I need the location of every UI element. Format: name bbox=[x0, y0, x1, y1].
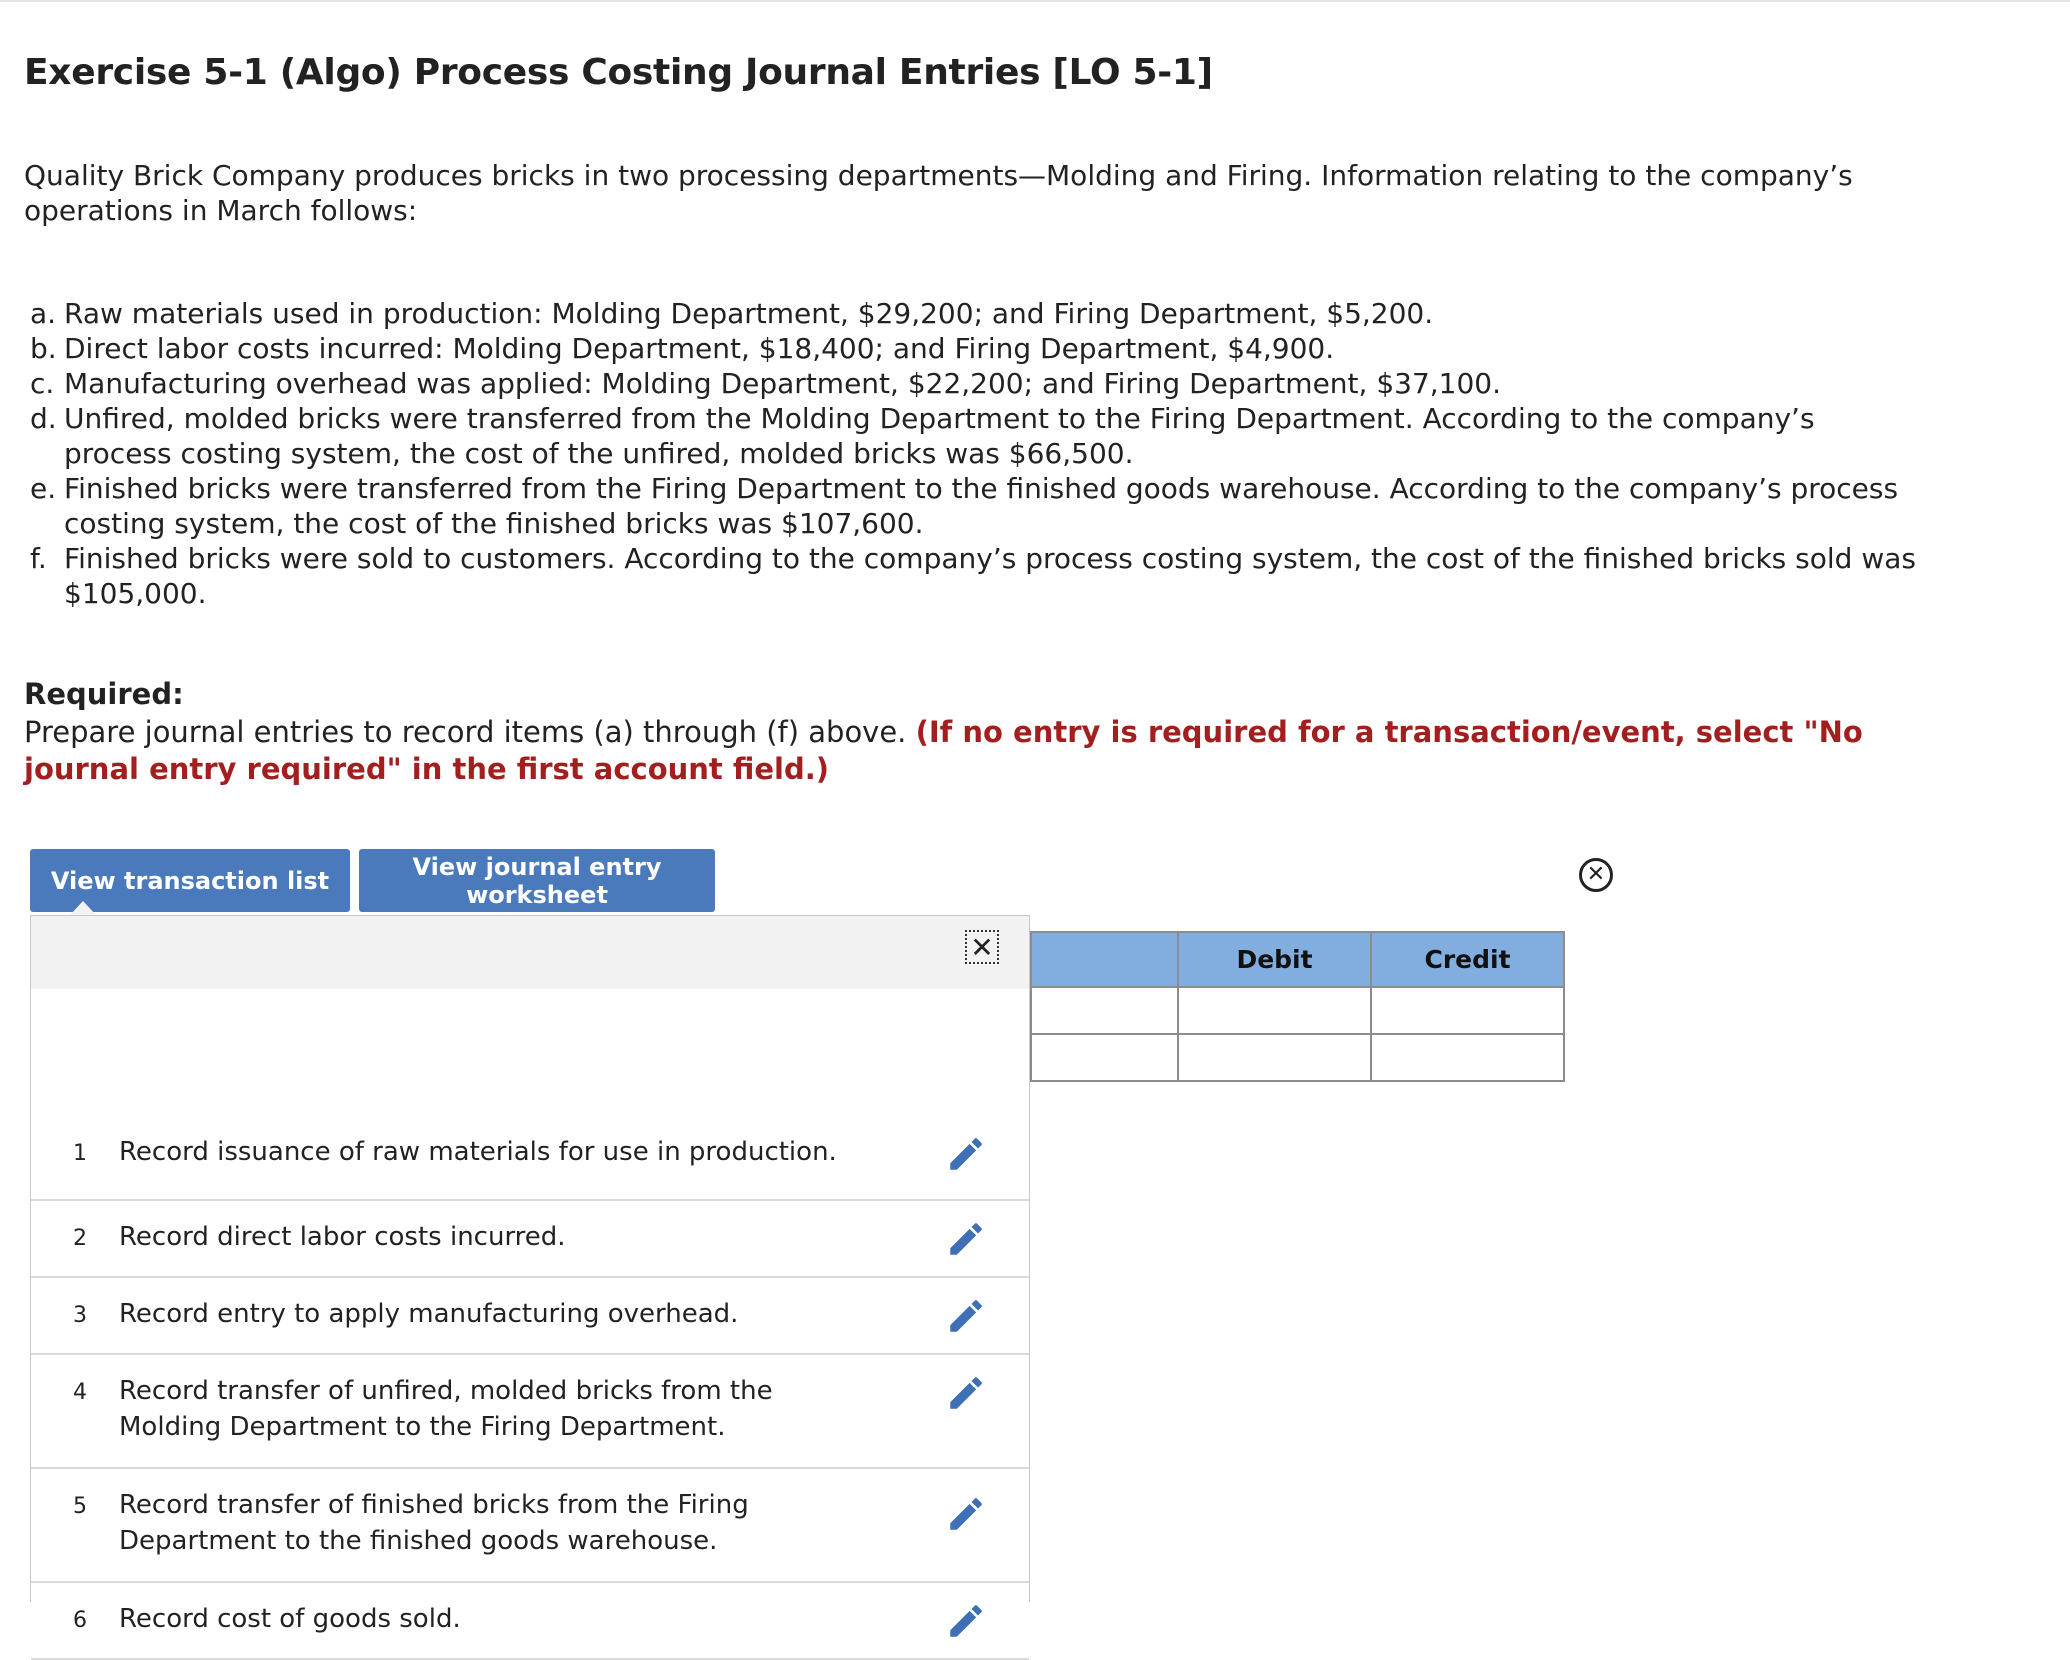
required-note: (If no entry is required for a transaction/event, select "No journal entry required" in the first account field.) bbox=[24, 715, 1863, 786]
transaction-number: 6 bbox=[73, 1608, 87, 1633]
account-column-header bbox=[1031, 932, 1178, 987]
transaction-description: Record transfer of finished bricks from the Firing Department to the finished goods warehouse. bbox=[119, 1490, 749, 1556]
close-x-icon[interactable]: ✕ bbox=[965, 930, 999, 964]
account-cell[interactable] bbox=[1031, 1034, 1178, 1081]
item-text: Finished bricks were sold to customers. According to the company’s process costing system, the cost of the finished bricks sold was $105,000. bbox=[64, 542, 1916, 610]
transaction-number: 2 bbox=[73, 1226, 87, 1251]
debit-cell[interactable] bbox=[1178, 1034, 1371, 1081]
credit-cell[interactable] bbox=[1371, 1034, 1564, 1081]
top-divider bbox=[0, 0, 2070, 2]
journal-entry-table bbox=[1030, 931, 1565, 1082]
debit-column-header: Debit bbox=[1178, 932, 1371, 987]
item-text: Finished bricks were transferred from the Firing Department to the finished goods warehouse. According to the company’s process costing system, the cost of the finished bricks was $107,600. bbox=[64, 472, 1899, 540]
item-f: f. Finished bricks were sold to customers. According to the company’s process costing system, the cost of the finished bricks sold was $105,000. bbox=[30, 542, 1916, 610]
transaction-row[interactable] bbox=[31, 989, 1029, 1201]
transaction-items-list bbox=[30, 296, 1920, 611]
transaction-list-panel bbox=[30, 915, 1030, 1634]
intro-text: Quality Brick Company produces bricks in two processing departments—Molding and Firing. Information relating to the company’s operations in March follows: bbox=[24, 159, 1853, 227]
credit-cell[interactable] bbox=[1371, 987, 1564, 1034]
transaction-description: Record issuance of raw materials for use in production. bbox=[119, 1137, 837, 1167]
transaction-number: 5 bbox=[73, 1494, 87, 1519]
journal-row bbox=[1031, 987, 1564, 1034]
tab-pointer-caret bbox=[70, 901, 96, 915]
pencil-icon[interactable] bbox=[945, 1493, 987, 1535]
journal-header-row bbox=[1031, 932, 1564, 987]
transaction-description: Record transfer of unfired, molded bricks from the Molding Department to the Firing Department. bbox=[119, 1376, 773, 1442]
transaction-row[interactable] bbox=[31, 1355, 1029, 1469]
item-text: Manufacturing overhead was applied: Molding Department, $22,200; and Firing Department, $37,100. bbox=[64, 367, 1502, 400]
view-transaction-list-button[interactable]: View transaction list bbox=[30, 849, 350, 912]
pencil-icon[interactable] bbox=[945, 1133, 987, 1175]
transaction-row[interactable] bbox=[31, 1201, 1029, 1278]
item-a: a. Raw materials used in production: Molding Department, $29,200; and Firing Department, $5,200. bbox=[30, 297, 1434, 330]
transaction-description: Record cost of goods sold. bbox=[119, 1604, 461, 1634]
pencil-icon[interactable] bbox=[945, 1295, 987, 1337]
item-text: Direct labor costs incurred: Molding Department, $18,400; and Firing Department, $4,900. bbox=[64, 332, 1335, 365]
transaction-number: 1 bbox=[73, 1141, 87, 1166]
panel-header bbox=[31, 916, 1029, 989]
transaction-row[interactable] bbox=[31, 1469, 1029, 1583]
transaction-row[interactable] bbox=[31, 1278, 1029, 1355]
item-b: b. Direct labor costs incurred: Molding Department, $18,400; and Firing Department, $4,900. bbox=[30, 332, 1335, 365]
transaction-description: Record entry to apply manufacturing overhead. bbox=[119, 1299, 739, 1329]
credit-column-header: Credit bbox=[1371, 932, 1564, 987]
account-cell[interactable] bbox=[1031, 987, 1178, 1034]
item-text: Unfired, molded bricks were transferred from the Molding Department to the Firing Department. According to the company’s process costing system, the cost of the unfired, molded bricks was $66,500. bbox=[64, 402, 1815, 470]
transaction-description: Record direct labor costs incurred. bbox=[119, 1222, 566, 1252]
pencil-icon[interactable] bbox=[945, 1372, 987, 1414]
required-instruction: Prepare journal entries to record items (a) through (f) above. bbox=[24, 715, 907, 749]
item-text: Raw materials used in production: Molding Department, $29,200; and Firing Department, $5,200. bbox=[64, 297, 1434, 330]
item-d: d. Unfired, molded bricks were transferred from the Molding Department to the Firing Department. According to the company’s process costing system, the cost of the unfired, molded bricks was $66,500. bbox=[30, 402, 1815, 470]
page-title: Exercise 5-1 (Algo) Process Costing Journal Entries [LO 5-1] bbox=[24, 52, 1213, 93]
pencil-icon[interactable] bbox=[945, 1218, 987, 1260]
view-journal-entry-worksheet-button[interactable]: View journal entry worksheet bbox=[359, 849, 715, 912]
transaction-number: 3 bbox=[73, 1303, 87, 1328]
journal-row bbox=[1031, 1034, 1564, 1081]
required-text bbox=[24, 714, 1914, 788]
transaction-number: 4 bbox=[73, 1380, 87, 1405]
debit-cell[interactable] bbox=[1178, 987, 1371, 1034]
required-heading: Required: bbox=[24, 677, 184, 711]
pencil-icon[interactable] bbox=[945, 1600, 987, 1642]
item-e: e. Finished bricks were transferred from the Firing Department to the finished goods warehouse. According to the company’s process costing system, the cost of the finished bricks was $107,600. bbox=[30, 472, 1899, 540]
item-c: c. Manufacturing overhead was applied: Molding Department, $22,200; and Firing Department, $37,100. bbox=[30, 367, 1502, 400]
transaction-row[interactable] bbox=[31, 1583, 1029, 1660]
close-circle-icon[interactable]: ✕ bbox=[1579, 858, 1613, 892]
